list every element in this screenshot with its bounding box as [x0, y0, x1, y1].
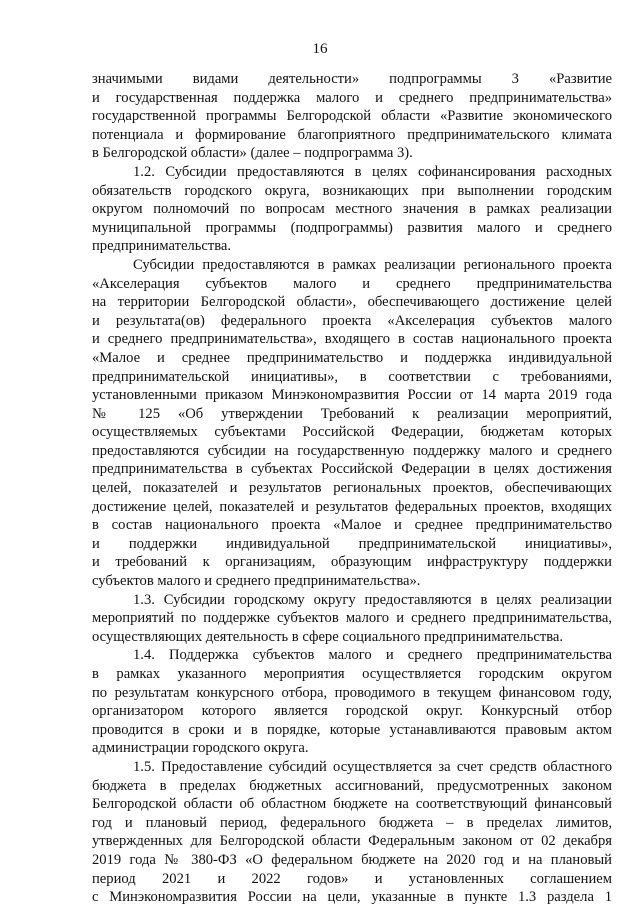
text-line: год и плановый период, федерального бюджета – в пределах лимитов,: [92, 814, 612, 831]
text-line: установленными приказом Минэкономразвития России от 14 марта 2019 года: [92, 387, 612, 404]
text-line: «Акселерация субъектов малого и среднего предпринимательства: [92, 275, 612, 292]
text-line: осуществляемых субъектами Российской Федерации, бюджетам которых: [92, 424, 612, 441]
text-line: осуществляющих деятельность в сфере социального предпринимательства.: [92, 628, 564, 645]
text-line: 1.4. Поддержка субъектов малого и среднего предпринимательства: [133, 647, 612, 664]
text-line: Белгородской области об областном бюджете на соответствующий финансовый: [92, 796, 612, 813]
text-line: период 2021 и 2022 годов» и установленных соглашением: [92, 870, 612, 887]
text-line: 2019 года № 380-ФЗ «О федеральном бюджете на 2020 год и на плановый: [92, 851, 612, 868]
text-line: достижение целей, показателей и результатов федеральных проектов, входящих: [92, 498, 612, 515]
text-line: и результата(ов) федерального проекта «Акселерация субъектов малого: [92, 312, 612, 329]
text-line: утвержденных для Белгородской области Федеральным законом от 02 декабря: [92, 833, 612, 850]
text-line: округом полномочий по вопросам местного значения в рамках реализации: [92, 201, 612, 218]
text-line: государственной программы Белгородской области «Развитие экономического: [92, 108, 612, 125]
text-line: по результатам конкурсного отбора, проводимого в текущем финансовом году,: [92, 684, 612, 701]
text-line: с Минэкономразвития России на цели, указанные в пункте 1.3 раздела 1: [92, 889, 612, 906]
text-line: предпринимательства в субъектах Российской Федерации в целях достижения: [92, 461, 612, 478]
text-line: в Белгородской области» (далее – подпрограмма 3).: [92, 145, 413, 162]
text-line: предпринимательской инициативы», в соответствии с требованиями,: [92, 368, 612, 385]
text-line: субъектов малого и среднего предпринимательства».: [92, 573, 421, 590]
text-line: мероприятий по поддержке субъектов малого и среднего предпринимательства,: [92, 610, 612, 627]
text-line: и среднего предпринимательства», входящего в состав национального проекта: [92, 331, 612, 348]
text-line: в рамках указанного мероприятия осуществляется городским округом: [92, 666, 612, 682]
text-line: проводится в сроки и в порядке, которые устанавливаются правовым актом: [92, 721, 612, 738]
text-line: Субсидии предоставляются в рамках реализации регионального проекта: [133, 256, 612, 273]
text-line: потенциала и формирование благоприятного предпринимательского климата: [92, 126, 612, 143]
text-line: целей, показателей и результатов региональных проектов, обеспечивающих: [92, 480, 612, 497]
document-body: [92, 70, 612, 907]
text-line: 1.3. Субсидии городскому округу предоставляются в целях реализации: [133, 591, 612, 608]
text-line: организатором которого является городской округ. Конкурсный отбор: [92, 703, 612, 720]
text-line: 1.2. Субсидии предоставляются в целях софинансирования расходных: [133, 163, 612, 180]
text-line: и требований к организациям, образующим инфраструктуру поддержки: [92, 554, 612, 571]
text-line: и поддержки индивидуальной предпринимательской инициативы»,: [92, 535, 612, 552]
page-number: 16: [312, 41, 328, 57]
text-line: в состав национального проекта «Малое и среднее предпринимательство: [92, 517, 612, 534]
text-line: на территории Белгородской области», обеспечивающего достижение целей: [92, 294, 612, 311]
text-line: 1.5. Предоставление субсидий осуществляется за счет средств областного: [133, 758, 612, 775]
text-line: предоставляются субсидии на государственную поддержку малого и среднего: [92, 442, 612, 459]
text-line: значимыми видами деятельности» подпрограммы 3 «Развитие: [92, 71, 612, 87]
text-line: администрации городского округа.: [92, 740, 309, 757]
text-line: и государственная поддержка малого и среднего предпринимательства»: [92, 89, 612, 106]
text-line: «Малое и среднее предпринимательство и поддержка индивидуальной: [92, 349, 612, 366]
text-line: обязательств городского округа, возникающих при выполнении городским: [92, 182, 612, 199]
text-line: предпринимательства.: [92, 238, 232, 255]
text-line: бюджета в пределах бюджетных ассигнований, предусмотренных законом: [92, 777, 612, 794]
text-line: муниципальной программы (подпрограммы) развития малого и среднего: [92, 219, 612, 236]
text-line: № 125 «Об утверждении Требований к реализации мероприятий,: [92, 405, 612, 422]
